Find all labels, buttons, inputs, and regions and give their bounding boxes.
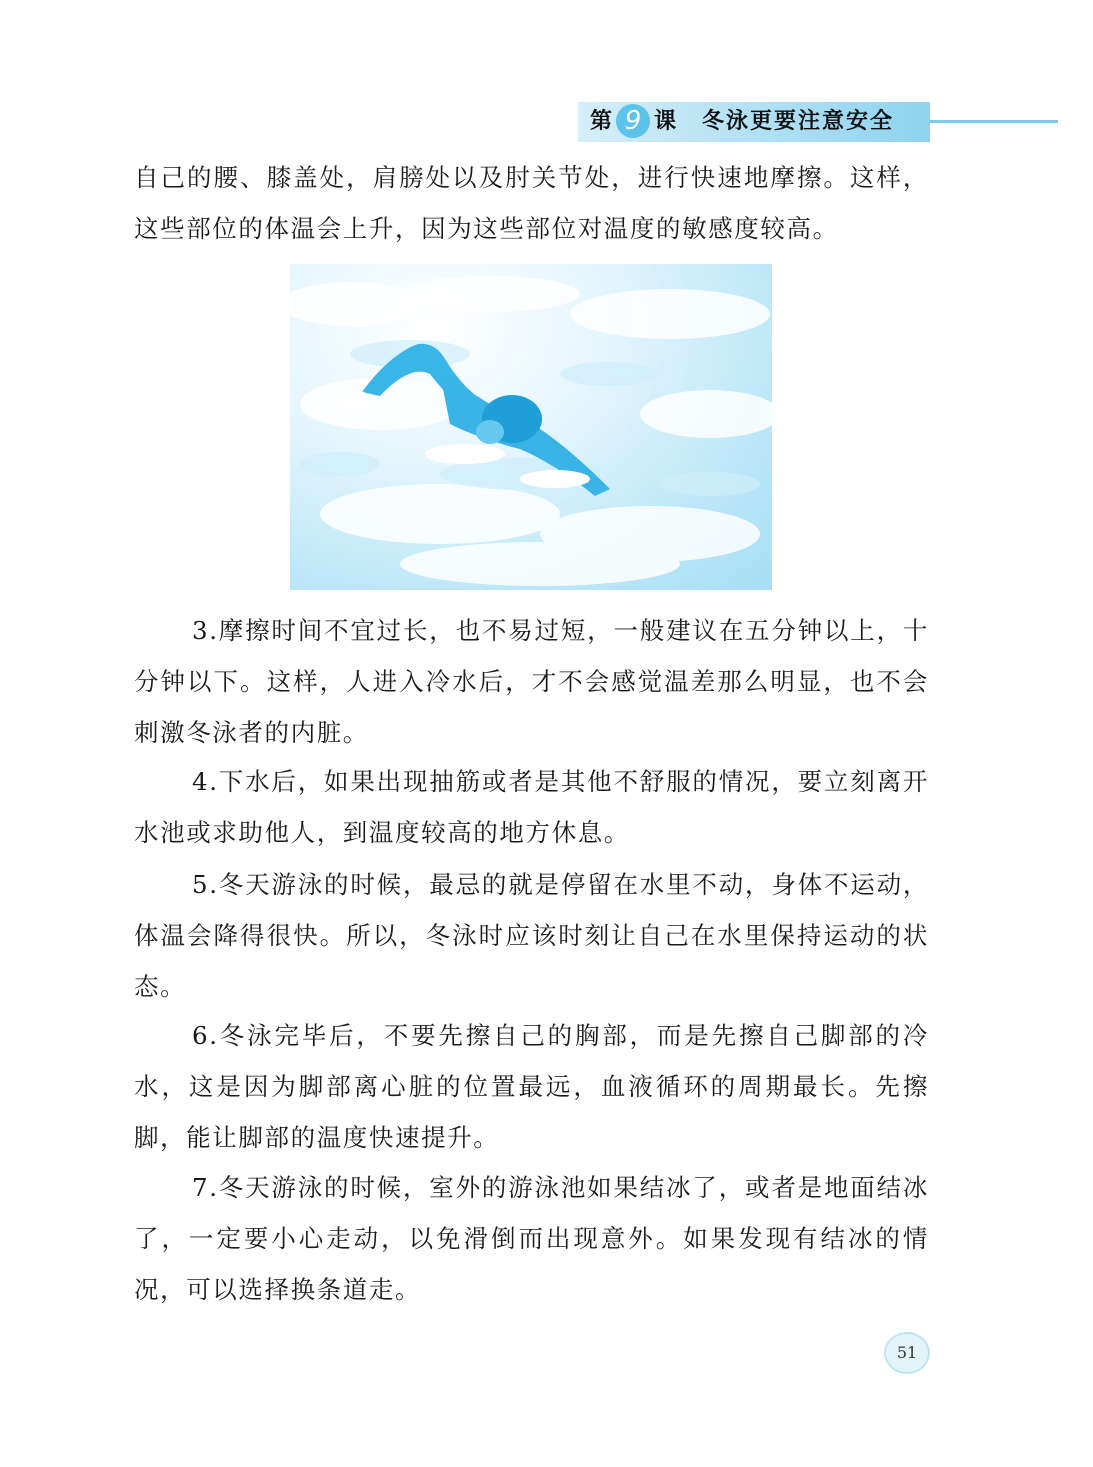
- lesson-title: 冬泳更要注意安全: [702, 109, 895, 134]
- lesson-prefix: 第: [590, 109, 613, 134]
- page-number-badge: 51: [884, 1332, 930, 1374]
- paragraph-item-4: 4.下水后，如果出现抽筋或者是其他不舒服的情况，要立刻离开水池或求助他人，到温度较高的地方休息。: [134, 767, 929, 847]
- swimmer-illustration: [290, 264, 772, 590]
- swimmer-photo: [290, 264, 772, 590]
- lesson-header: [590, 104, 894, 140]
- paragraph-item-3: 3.摩擦时间不宜过长，也不易过短，一般建议在五分钟以上，十分钟以下。这样，人进入冷水后，才不会感觉温差那么明显，也不会刺激冬泳者的内脏。: [134, 616, 929, 747]
- paragraph-continued: 自己的腰、膝盖处，肩膀处以及肘关节处，进行快速地摩擦。这样，这些部位的体温会上升，因为这些部位对温度的敏感度较高。: [134, 163, 929, 243]
- paragraph-item-7: 7.冬天游泳的时候，室外的游泳池如果结冰了，或者是地面结冰了，一定要小心走动，以免滑倒而出现意外。如果发现有结冰的情况，可以选择换条道走。: [134, 1173, 929, 1304]
- paragraph-item-5: 5.冬天游泳的时候，最忌的就是停留在水里不动，身体不运动，体温会降得很快。所以，冬泳时应该时刻让自己在水里保持运动的状态。: [134, 870, 929, 1001]
- paragraph-item-6: 6.冬泳完毕后，不要先擦自己的胸部，而是先擦自己脚部的冷水，这是因为脚部离心脏的位置最远，血液循环的周期最长。先擦脚，能让脚部的温度快速提升。: [134, 1021, 929, 1152]
- header-rule: [930, 120, 1058, 123]
- lesson-number-badge: 9: [616, 104, 650, 138]
- lesson-suffix: 课: [654, 109, 677, 134]
